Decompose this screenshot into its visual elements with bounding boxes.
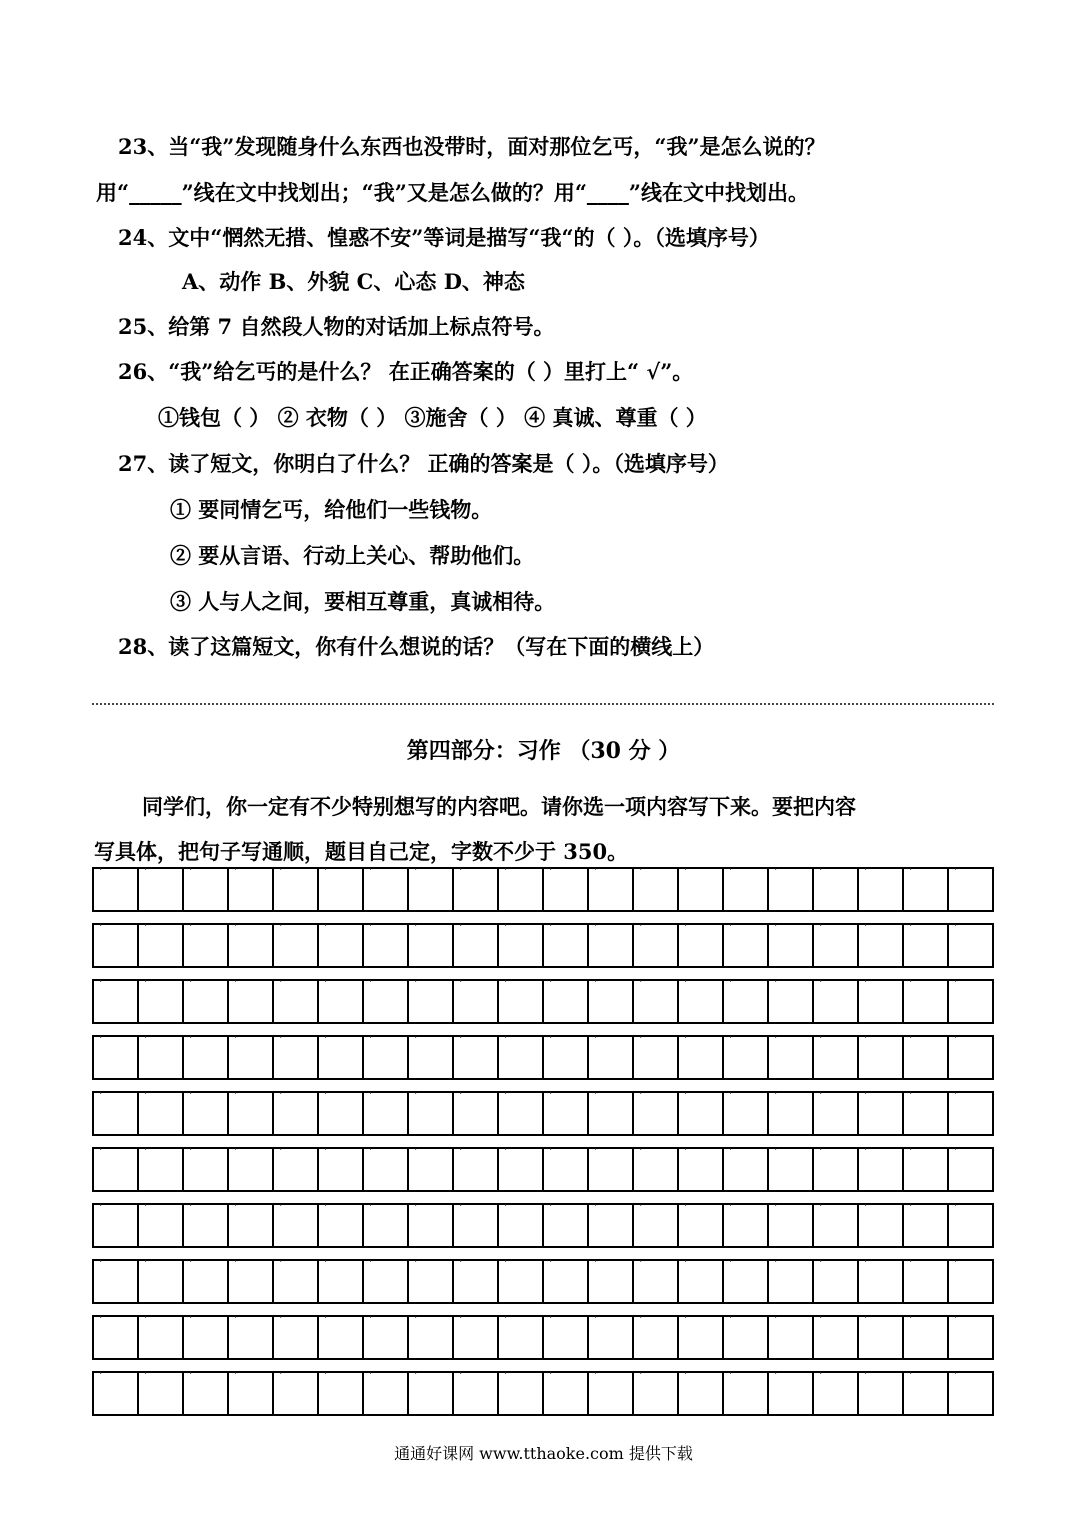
grid-cell[interactable] [274,1205,319,1246]
grid-cell[interactable] [769,1205,814,1246]
grid-cell[interactable] [499,1373,544,1414]
grid-cell[interactable] [454,981,499,1022]
grid-cell[interactable] [724,869,769,910]
grid-cell[interactable] [94,1093,139,1134]
grid-cell[interactable] [94,1149,139,1190]
grid-cell[interactable] [409,869,454,910]
grid-cell[interactable] [769,981,814,1022]
grid-cell[interactable] [679,1317,724,1358]
grid-cell[interactable] [769,925,814,966]
grid-cell[interactable] [544,925,589,966]
grid-cell[interactable] [679,869,724,910]
grid-row [92,1091,994,1136]
grid-cell[interactable] [724,1317,769,1358]
grid-cell[interactable] [949,981,992,1022]
grid-cell[interactable] [859,1149,904,1190]
grid-cell[interactable] [859,925,904,966]
grid-row [92,867,994,912]
grid-row [92,1203,994,1248]
grid-cell[interactable] [274,1261,319,1302]
grid-cell[interactable] [634,1373,679,1414]
question-28: 28、读了这篇短文，你有什么想说的话？（写在下面的横线上） [118,634,715,659]
grid-cell[interactable] [859,1205,904,1246]
grid-cell[interactable] [184,925,229,966]
grid-cell[interactable] [724,1149,769,1190]
grid-cell[interactable] [904,1149,949,1190]
grid-cell[interactable] [499,1205,544,1246]
grid-cell[interactable] [679,1037,724,1078]
grid-cell[interactable] [139,1261,184,1302]
grid-cell[interactable] [724,1093,769,1134]
grid-cell[interactable] [319,1205,364,1246]
grid-cell[interactable] [229,1205,274,1246]
grid-cell[interactable] [184,869,229,910]
grid-cell[interactable] [859,981,904,1022]
grid-cell[interactable] [769,869,814,910]
grid-cell[interactable] [949,1205,992,1246]
grid-cell[interactable] [499,1093,544,1134]
grid-cell[interactable] [634,925,679,966]
grid-cell[interactable] [499,981,544,1022]
grid-cell[interactable] [769,1037,814,1078]
grid-cell[interactable] [454,869,499,910]
grid-cell[interactable] [94,1205,139,1246]
essay-prompt-line-1: 同学们，你一定有不少特别想写的内容吧。请你选一项内容写下来。要把内容 [142,794,856,819]
grid-cell[interactable] [589,1149,634,1190]
grid-cell[interactable] [184,1037,229,1078]
grid-cell[interactable] [724,1037,769,1078]
grid-cell[interactable] [679,1373,724,1414]
question-27-option-2: ② 要从言语、行动上关心、帮助他们。 [170,543,535,568]
grid-cell[interactable] [184,1317,229,1358]
grid-cell[interactable] [544,1261,589,1302]
grid-cell[interactable] [859,1317,904,1358]
grid-cell[interactable] [274,869,319,910]
grid-cell[interactable] [139,869,184,910]
grid-cell[interactable] [589,1093,634,1134]
grid-cell[interactable] [229,1317,274,1358]
grid-cell[interactable] [319,1149,364,1190]
grid-cell[interactable] [814,925,859,966]
grid-cell[interactable] [184,1205,229,1246]
grid-cell[interactable] [454,1317,499,1358]
grid-cell[interactable] [769,1093,814,1134]
grid-cell[interactable] [364,869,409,910]
question-24-options: A、动作 B、外貌 C、心态 D、神态 [182,269,525,294]
grid-cell[interactable] [814,1037,859,1078]
grid-cell[interactable] [139,1149,184,1190]
grid-cell[interactable] [454,1093,499,1134]
grid-cell[interactable] [544,981,589,1022]
grid-cell[interactable] [769,1261,814,1302]
grid-cell[interactable] [319,1037,364,1078]
grid-cell[interactable] [319,1317,364,1358]
grid-cell[interactable] [589,1205,634,1246]
grid-cell[interactable] [904,981,949,1022]
grid-cell[interactable] [634,869,679,910]
grid-cell[interactable] [814,1205,859,1246]
grid-cell[interactable] [859,1093,904,1134]
grid-cell[interactable] [94,1037,139,1078]
question-23-line-1: 23、当“我”发现随身什么东西也没带时，面对那位乞丐，“我”是怎么说的？ [118,134,826,159]
grid-cell[interactable] [904,1205,949,1246]
grid-cell[interactable] [184,1149,229,1190]
grid-cell[interactable] [724,1373,769,1414]
question-23-line-2: 用“_____”线在文中找划出；“我”又是怎么做的？用“____”线在文中找划出。 [96,180,809,205]
grid-cell[interactable] [94,1373,139,1414]
grid-cell[interactable] [184,1261,229,1302]
grid-cell[interactable] [544,1205,589,1246]
grid-cell[interactable] [364,1317,409,1358]
grid-cell[interactable] [184,1373,229,1414]
grid-cell[interactable] [229,1261,274,1302]
grid-cell[interactable] [634,1093,679,1134]
question-26: 26、“我”给乞丐的是什么？ 在正确答案的（ ）里打上“ √”。 [118,359,694,384]
grid-row [92,1147,994,1192]
grid-cell[interactable] [544,1093,589,1134]
grid-cell[interactable] [814,1093,859,1134]
grid-cell[interactable] [634,1261,679,1302]
question-27-option-3: ③ 人与人之间，要相互尊重，真诚相待。 [170,589,556,614]
grid-row [92,1315,994,1360]
grid-cell[interactable] [94,869,139,910]
grid-cell[interactable] [724,1261,769,1302]
grid-cell[interactable] [454,1037,499,1078]
grid-cell[interactable] [364,1037,409,1078]
grid-cell[interactable] [364,925,409,966]
section-title: 第四部分：习作 （30 分 ） [406,738,681,764]
grid-cell[interactable] [634,1317,679,1358]
grid-cell[interactable] [724,1205,769,1246]
grid-cell[interactable] [589,925,634,966]
grid-cell[interactable] [544,1373,589,1414]
grid-cell[interactable] [949,925,992,966]
grid-cell[interactable] [409,1149,454,1190]
grid-cell[interactable] [364,981,409,1022]
grid-cell[interactable] [814,1149,859,1190]
grid-cell[interactable] [544,869,589,910]
grid-cell[interactable] [409,1373,454,1414]
grid-cell[interactable] [409,981,454,1022]
grid-cell[interactable] [589,1037,634,1078]
grid-cell[interactable] [94,925,139,966]
grid-cell[interactable] [139,925,184,966]
grid-cell[interactable] [904,1317,949,1358]
grid-cell[interactable] [409,925,454,966]
grid-cell[interactable] [139,1317,184,1358]
grid-cell[interactable] [499,869,544,910]
grid-cell[interactable] [679,1093,724,1134]
grid-cell[interactable] [94,1317,139,1358]
grid-cell[interactable] [274,981,319,1022]
grid-cell[interactable] [544,1037,589,1078]
grid-cell[interactable] [274,925,319,966]
grid-cell[interactable] [769,1149,814,1190]
grid-cell[interactable] [274,1093,319,1134]
grid-cell[interactable] [679,981,724,1022]
grid-cell[interactable] [274,1149,319,1190]
grid-cell[interactable] [589,1373,634,1414]
grid-cell[interactable] [274,1373,319,1414]
grid-cell[interactable] [949,1093,992,1134]
grid-cell[interactable] [679,925,724,966]
grid-cell[interactable] [229,869,274,910]
grid-cell[interactable] [229,1373,274,1414]
grid-cell[interactable] [634,981,679,1022]
question-24: 24、文中“惘然无措、惶惑不安”等词是描写“我“的（ ）。（选填序号） [118,225,770,250]
grid-cell[interactable] [499,1149,544,1190]
grid-cell[interactable] [814,1317,859,1358]
grid-cell[interactable] [409,1317,454,1358]
grid-cell[interactable] [679,1205,724,1246]
grid-cell[interactable] [904,1037,949,1078]
grid-cell[interactable] [589,1317,634,1358]
grid-cell[interactable] [364,1093,409,1134]
grid-cell[interactable] [319,869,364,910]
grid-cell[interactable] [949,1149,992,1190]
grid-cell[interactable] [139,1093,184,1134]
grid-cell[interactable] [319,1373,364,1414]
grid-cell[interactable] [319,981,364,1022]
grid-cell[interactable] [634,1037,679,1078]
grid-cell[interactable] [364,1149,409,1190]
grid-cell[interactable] [364,1205,409,1246]
grid-cell[interactable] [724,981,769,1022]
grid-cell[interactable] [139,1205,184,1246]
grid-cell[interactable] [634,1205,679,1246]
grid-cell[interactable] [319,925,364,966]
grid-cell[interactable] [544,1149,589,1190]
grid-row [92,923,994,968]
grid-cell[interactable] [184,1093,229,1134]
grid-cell[interactable] [364,1373,409,1414]
grid-cell[interactable] [139,981,184,1022]
grid-cell[interactable] [769,1373,814,1414]
grid-cell[interactable] [679,1149,724,1190]
grid-cell[interactable] [409,1037,454,1078]
grid-cell[interactable] [229,981,274,1022]
grid-cell[interactable] [454,1373,499,1414]
grid-cell[interactable] [274,1037,319,1078]
grid-cell[interactable] [904,1373,949,1414]
grid-cell[interactable] [859,869,904,910]
grid-cell[interactable] [229,1037,274,1078]
grid-cell[interactable] [769,1317,814,1358]
grid-cell[interactable] [589,869,634,910]
essay-prompt-line-2: 写具体，把句子写通顺，题目自己定，字数不少于 350。 [94,839,629,864]
grid-cell[interactable] [499,1317,544,1358]
grid-cell[interactable] [319,1261,364,1302]
question-27: 27、读了短文，你明白了什么？ 正确的答案是（ ）。（选填序号） [118,451,729,476]
question-27-option-1: ① 要同情乞丐，给他们一些钱物。 [170,497,493,522]
grid-row [92,1035,994,1080]
grid-cell[interactable] [814,981,859,1022]
grid-cell[interactable] [814,1373,859,1414]
grid-cell[interactable] [94,981,139,1022]
answer-line[interactable] [92,703,994,705]
grid-cell[interactable] [409,1205,454,1246]
grid-cell[interactable] [859,1037,904,1078]
grid-cell[interactable] [859,1261,904,1302]
grid-cell[interactable] [454,1149,499,1190]
grid-row [92,1259,994,1304]
grid-cell[interactable] [454,1261,499,1302]
grid-cell[interactable] [454,925,499,966]
grid-cell[interactable] [319,1093,364,1134]
grid-cell[interactable] [499,925,544,966]
grid-cell[interactable] [94,1261,139,1302]
grid-cell[interactable] [859,1373,904,1414]
grid-cell[interactable] [409,1261,454,1302]
grid-cell[interactable] [544,1317,589,1358]
grid-cell[interactable] [814,1261,859,1302]
footer: 通通好课网 www.tthaoke.com 提供下载 [394,1444,693,1463]
grid-cell[interactable] [949,1261,992,1302]
grid-cell[interactable] [499,1261,544,1302]
grid-row [92,1371,994,1416]
grid-cell[interactable] [904,1093,949,1134]
question-26-options: ①钱包（ ） ② 衣物（ ） ③施舍（ ） ④ 真诚、尊重（ ） [158,405,707,430]
grid-cell[interactable] [589,1261,634,1302]
grid-cell[interactable] [274,1317,319,1358]
grid-cell[interactable] [814,869,859,910]
grid-cell[interactable] [949,1037,992,1078]
grid-cell[interactable] [454,1205,499,1246]
grid-cell[interactable] [229,1093,274,1134]
grid-cell[interactable] [229,925,274,966]
grid-cell[interactable] [229,1149,274,1190]
grid-cell[interactable] [589,981,634,1022]
question-25: 25、给第 7 自然段人物的对话加上标点符号。 [118,314,555,339]
grid-cell[interactable] [904,1261,949,1302]
grid-row [92,979,994,1024]
grid-cell[interactable] [364,1261,409,1302]
grid-cell[interactable] [724,925,769,966]
grid-cell[interactable] [139,1373,184,1414]
grid-cell[interactable] [184,981,229,1022]
grid-cell[interactable] [904,869,949,910]
grid-cell[interactable] [949,1317,992,1358]
grid-cell[interactable] [409,1093,454,1134]
grid-cell[interactable] [904,925,949,966]
grid-cell[interactable] [499,1037,544,1078]
grid-cell[interactable] [949,869,992,910]
grid-cell[interactable] [634,1149,679,1190]
grid-cell[interactable] [949,1373,992,1414]
grid-cell[interactable] [139,1037,184,1078]
grid-cell[interactable] [679,1261,724,1302]
